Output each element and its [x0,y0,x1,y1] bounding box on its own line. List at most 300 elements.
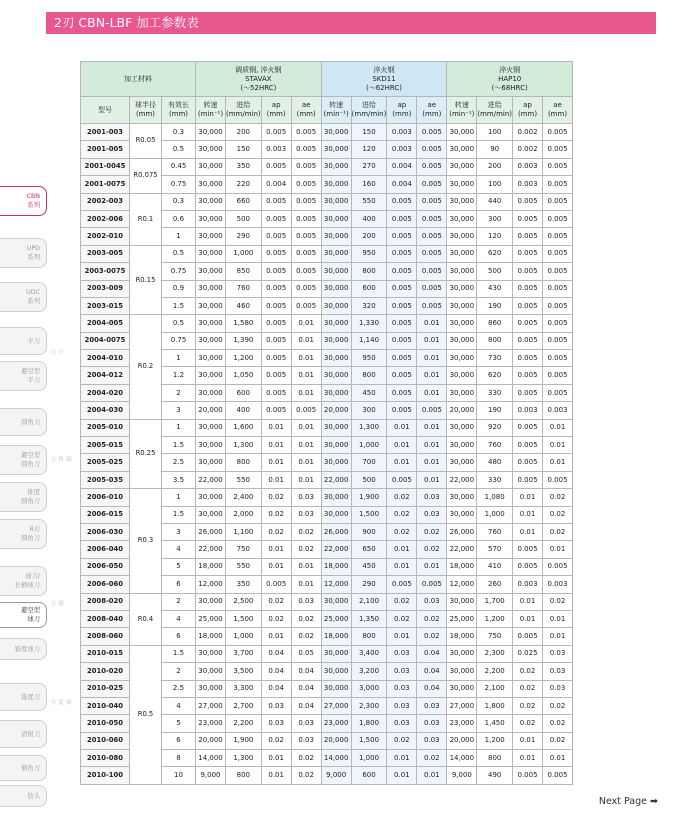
model-cell: 2010-060 [81,732,130,749]
table-cell: 0.003 [543,576,573,593]
table-cell: 26,000 [196,523,226,540]
table-cell: 0.02 [417,628,447,645]
sidebar-item[interactable]: 球刀/ 长柄球刀 [0,566,47,596]
table-cell: 0.01 [261,750,291,767]
table-cell: 0.005 [417,280,447,297]
sidebar-item[interactable]: 平刀 [0,327,47,355]
sidebar-item[interactable]: 锥度 圆角刀 [0,482,47,512]
table-cell: 0.005 [543,558,573,575]
model-cell: 2001-005 [81,141,130,158]
table-cell: 1.2 [162,367,196,384]
table-cell: 150 [351,124,387,141]
table-cell: 2,400 [226,489,262,506]
table-cell: 30,000 [321,332,351,349]
table-cell: 30,000 [447,419,477,436]
table-cell: 500 [351,471,387,488]
table-cell: 0.01 [417,367,447,384]
table-cell: 0.02 [513,680,543,697]
table-cell: 30,000 [321,384,351,401]
table-cell: 0.01 [387,454,417,471]
table-row [81,158,573,175]
table-cell: 0.005 [513,350,543,367]
table-cell: 0.005 [387,402,417,419]
table-cell: 0.01 [513,610,543,627]
table-cell: 0.01 [387,419,417,436]
table-cell: 0.025 [513,645,543,662]
table-cell: 0.003 [513,158,543,175]
table-cell: 30,000 [321,315,351,332]
table-cell: 30,000 [196,332,226,349]
table-cell: 30,000 [321,263,351,280]
table-cell: 22,000 [321,541,351,558]
table-cell: 9,000 [196,767,226,784]
table-cell: 400 [226,402,262,419]
table-cell: 30,000 [321,210,351,227]
param-header: 转速 (min⁻¹) [196,97,226,124]
table-cell: 0.01 [543,454,573,471]
table-cell: 0.02 [543,697,573,714]
table-cell: 950 [351,350,387,367]
table-cell: 1,000 [477,506,513,523]
table-cell: 90 [477,141,513,158]
model-cell: 2008-060 [81,628,130,645]
table-cell: 0.01 [387,437,417,454]
table-cell: 0.005 [291,263,321,280]
table-cell: 3,400 [351,645,387,662]
table-cell: 0.005 [291,228,321,245]
table-cell: 0.005 [417,124,447,141]
sidebar-item[interactable]: UDC 系列 [0,282,47,312]
table-cell: 30,000 [196,350,226,367]
table-cell: 0.005 [417,158,447,175]
model-cell: 2010-040 [81,697,130,714]
sidebar-item[interactable]: 避空型 平刀 [0,361,47,391]
table-cell: 20,000 [321,402,351,419]
table-cell: 0.01 [543,419,573,436]
table-cell: 660 [226,193,262,210]
table-cell: 0.005 [261,332,291,349]
table-cell: 0.004 [387,158,417,175]
table-cell: 0.005 [513,384,543,401]
table-cell: 1 [162,228,196,245]
table-cell: 22,000 [447,471,477,488]
table-cell: 550 [351,193,387,210]
table-cell: 1,500 [351,732,387,749]
table-cell: 0.01 [417,419,447,436]
table-cell: 0.003 [513,576,543,593]
table-cell: 920 [477,419,513,436]
page-title-bar [46,12,656,34]
sidebar-item[interactable]: 钻头 [0,785,47,807]
model-cell: 2001-003 [81,124,130,141]
table-cell: 0.005 [543,228,573,245]
table-cell: 1,200 [477,610,513,627]
radius-cell: R0.4 [130,593,162,645]
table-cell: 0.005 [261,367,291,384]
table-cell: 0.01 [513,506,543,523]
table-cell: 1.5 [162,645,196,662]
table-cell: 300 [477,210,513,227]
table-cell: 2.5 [162,454,196,471]
table-cell: 30,000 [447,315,477,332]
table-cell: 0.005 [417,245,447,262]
table-cell: 0.04 [291,663,321,680]
table-cell: 200 [226,124,262,141]
table-cell: 30,000 [447,489,477,506]
table-cell: 30,000 [196,141,226,158]
table-cell: 30,000 [196,367,226,384]
table-cell: 30,000 [447,158,477,175]
table-cell: 0.005 [387,576,417,593]
sidebar-item[interactable]: 倒角刀 [0,755,47,781]
table-row [81,315,573,332]
model-cell: 2002-010 [81,228,130,245]
table-cell: 350 [226,576,262,593]
table-row [81,593,573,610]
table-cell: 0.005 [543,767,573,784]
table-cell: 0.04 [417,663,447,680]
sidebar-tag: 锥度刀 [49,699,71,705]
table-cell: 3.5 [162,471,196,488]
table-cell: 2 [162,593,196,610]
table-cell: 30,000 [321,506,351,523]
table-cell: 290 [351,576,387,593]
table-cell: 12,000 [321,576,351,593]
table-cell: 18,000 [321,558,351,575]
table-cell: 30,000 [321,141,351,158]
table-cell: 0.02 [543,523,573,540]
table-cell: 30,000 [447,263,477,280]
group-header-hap10: 淬火钢 HAP10 (～68HRC) [447,62,573,97]
next-page-link[interactable] [599,796,658,807]
page-title: 2刃 CBN-LBF 加工参数表 [54,15,199,30]
table-cell: 30,000 [196,384,226,401]
radius-cell: R0.05 [130,124,162,159]
table-cell: 30,000 [321,489,351,506]
table-cell: 480 [477,454,513,471]
table-cell: 0.005 [387,297,417,314]
table-cell: 5 [162,558,196,575]
table-cell: 27,000 [447,697,477,714]
table-cell: 30,000 [447,332,477,349]
table-cell: 26,000 [321,523,351,540]
table-cell: 600 [351,767,387,784]
table-cell: 0.005 [513,332,543,349]
table-cell: 440 [477,193,513,210]
table-cell: 0.005 [417,210,447,227]
table-cell: 30,000 [196,193,226,210]
table-cell: 4 [162,697,196,714]
model-cell: 2005-015 [81,437,130,454]
table-cell: 0.005 [543,263,573,280]
table-cell: 20,000 [196,732,226,749]
table-cell: 0.02 [387,610,417,627]
group-header-stavax: 调质钢, 淬火钢 STAVAX (～52HRC) [196,62,322,97]
table-cell: 20,000 [447,732,477,749]
table-cell: 30,000 [196,680,226,697]
sidebar-item[interactable]: 避空型 圆角刀 [0,445,47,475]
table-cell: 1,700 [477,593,513,610]
table-cell: 2,200 [226,715,262,732]
table-cell: 0.01 [261,419,291,436]
table-cell: 0.03 [291,593,321,610]
table-cell: 0.03 [417,732,447,749]
table-cell: 5 [162,715,196,732]
table-cell: 0.02 [513,697,543,714]
table-cell: 27,000 [196,697,226,714]
table-cell: 30,000 [196,280,226,297]
table-cell: 200 [477,158,513,175]
model-cell: 2004-0075 [81,332,130,349]
table-cell: 2,200 [477,663,513,680]
table-cell: 9,000 [321,767,351,784]
table-cell: 0.03 [543,645,573,662]
table-cell: 1,900 [351,489,387,506]
model-cell: 2006-050 [81,558,130,575]
sidebar-item[interactable]: UPD 系列 [0,238,47,268]
radius-cell: R0.1 [130,193,162,245]
table-cell: 0.01 [387,558,417,575]
table-cell: 1,900 [226,732,262,749]
table-cell: 22,000 [196,541,226,558]
table-cell: 950 [351,245,387,262]
model-cell: 2004-020 [81,384,130,401]
table-cell: 0.03 [291,506,321,523]
model-cell: 2004-030 [81,402,130,419]
table-cell: 25,000 [321,610,351,627]
table-cell: 0.005 [291,210,321,227]
table-cell: 800 [477,332,513,349]
table-cell: 410 [477,558,513,575]
table-cell: 0.01 [291,576,321,593]
table-cell: 0.03 [417,489,447,506]
table-cell: 0.02 [417,610,447,627]
table-cell: 700 [351,454,387,471]
table-cell: 600 [226,384,262,401]
table-cell: 0.03 [261,697,291,714]
table-cell: 0.02 [417,750,447,767]
param-header: ap (mm) [261,97,291,124]
table-cell: 0.01 [291,558,321,575]
model-cell: 2005-025 [81,454,130,471]
param-header: 进给 (mm/min) [477,97,513,124]
table-cell: 2 [162,663,196,680]
table-cell: 1 [162,350,196,367]
table-cell: 30,000 [447,663,477,680]
table-cell: 0.005 [513,297,543,314]
table-cell: 4 [162,610,196,627]
table-cell: 25,000 [447,610,477,627]
table-cell: 0.01 [417,384,447,401]
table-cell: 0.02 [261,593,291,610]
model-cell: 2003-009 [81,280,130,297]
table-cell: 0.005 [261,193,291,210]
table-row [81,489,573,506]
param-header: ap (mm) [513,97,543,124]
sidebar-item[interactable]: R刃 圆角刀 [0,519,47,549]
table-cell: 0.005 [261,124,291,141]
table-cell: 23,000 [196,715,226,732]
table-cell: 0.003 [387,124,417,141]
table-cell: 500 [477,263,513,280]
table-cell: 0.04 [417,680,447,697]
table-cell: 0.005 [513,471,543,488]
table-cell: 1,500 [226,610,262,627]
table-cell: 0.005 [387,228,417,245]
table-cell: 120 [477,228,513,245]
table-cell: 3,200 [351,663,387,680]
table-cell: 0.005 [291,402,321,419]
table-cell: 0.005 [387,350,417,367]
table-cell: 30,000 [321,350,351,367]
table-cell: 0.02 [387,593,417,610]
table-cell: 760 [226,280,262,297]
table-cell: 0.005 [291,141,321,158]
table-cell: 0.01 [417,454,447,471]
table-cell: 18,000 [447,558,477,575]
table-cell: 0.003 [543,402,573,419]
table-cell: 0.005 [543,193,573,210]
table-cell: 30,000 [196,297,226,314]
table-cell: 0.005 [387,210,417,227]
model-cell: 2006-010 [81,489,130,506]
table-cell: 0.01 [261,437,291,454]
material-header: 加工材料 [81,62,196,97]
table-cell: 0.02 [261,489,291,506]
table-cell: 2 [162,384,196,401]
table-cell: 0.01 [261,471,291,488]
table-cell: 190 [477,402,513,419]
sidebar-item[interactable]: CBN 系列 [0,186,47,216]
table-row [81,124,573,141]
table-cell: 0.005 [387,245,417,262]
table-cell: 0.02 [543,506,573,523]
table-cell: 0.005 [261,350,291,367]
table-cell: 730 [477,350,513,367]
table-cell: 460 [226,297,262,314]
model-cell: 2010-025 [81,680,130,697]
table-cell: 0.004 [387,176,417,193]
table-cell: 200 [351,228,387,245]
table-cell: 500 [226,210,262,227]
table-cell: 220 [226,176,262,193]
table-cell: 4 [162,541,196,558]
table-cell: 0.03 [291,732,321,749]
model-cell: 2003-0075 [81,263,130,280]
table-cell: 0.01 [387,541,417,558]
table-cell: 0.03 [417,715,447,732]
radius-cell: R0.25 [130,419,162,489]
table-cell: 0.02 [513,663,543,680]
table-cell: 0.005 [261,576,291,593]
table-cell: 2,000 [226,506,262,523]
table-cell: 290 [226,228,262,245]
model-cell: 2004-010 [81,350,130,367]
table-cell: 1,800 [477,697,513,714]
table-cell: 30,000 [321,245,351,262]
table-cell: 1,330 [351,315,387,332]
table-cell: 860 [477,315,513,332]
sidebar-item[interactable]: 圆角刀 [0,408,47,436]
table-row [81,245,573,262]
table-cell: 27,000 [321,697,351,714]
table-cell: 0.02 [417,523,447,540]
table-cell: 30,000 [196,315,226,332]
table-cell: 0.005 [261,263,291,280]
sidebar-item[interactable]: 清根刀 [0,720,47,748]
table-cell: 30,000 [196,506,226,523]
table-cell: 0.005 [387,263,417,280]
table-cell: 1,200 [226,350,262,367]
table-cell: 0.003 [513,402,543,419]
table-cell: 0.01 [387,750,417,767]
param-header: ae (mm) [543,97,573,124]
table-cell: 350 [226,158,262,175]
table-cell: 0.01 [543,610,573,627]
table-cell: 30,000 [447,593,477,610]
table-cell: 0.3 [162,124,196,141]
table-cell: 20,000 [196,402,226,419]
table-cell: 1,300 [351,419,387,436]
table-cell: 6 [162,732,196,749]
table-cell: 0.01 [513,489,543,506]
table-cell: 0.005 [513,245,543,262]
table-cell: 0.01 [291,332,321,349]
sidebar-item[interactable]: 避空型 球刀 [0,602,47,628]
table-cell: 0.04 [261,645,291,662]
table-cell: 0.005 [543,176,573,193]
table-cell: 0.002 [513,141,543,158]
table-cell: 0.01 [543,541,573,558]
table-cell: 22,000 [196,471,226,488]
table-cell: 900 [351,523,387,540]
table-cell: 30,000 [321,297,351,314]
table-cell: 1,600 [226,419,262,436]
table-cell: 3,700 [226,645,262,662]
column-header: 球半径 (mm) [130,97,162,124]
table-cell: 0.01 [543,750,573,767]
table-cell: 0.005 [513,263,543,280]
table-cell: 30,000 [196,437,226,454]
table-cell: 30,000 [321,176,351,193]
table-cell: 0.04 [261,680,291,697]
table-cell: 0.005 [261,280,291,297]
table-cell: 0.01 [513,593,543,610]
table-cell: 30,000 [321,419,351,436]
table-cell: 0.6 [162,210,196,227]
table-cell: 18,000 [321,628,351,645]
table-cell: 1.5 [162,297,196,314]
table-cell: 270 [351,158,387,175]
model-cell: 2008-040 [81,610,130,627]
table-cell: 30,000 [447,645,477,662]
sidebar-tag: 圆角刀 [49,456,71,462]
table-cell: 100 [477,176,513,193]
table-cell: 20,000 [447,402,477,419]
table-cell: 0.01 [417,315,447,332]
table-cell: 3,500 [226,663,262,680]
table-cell: 2,700 [226,697,262,714]
table-cell: 0.005 [261,402,291,419]
table-cell: 1,580 [226,315,262,332]
sidebar-item[interactable]: 锥度刀 [0,683,47,711]
model-cell: 2006-015 [81,506,130,523]
table-cell: 0.01 [261,767,291,784]
table-cell: 30,000 [321,193,351,210]
model-cell: 2010-050 [81,715,130,732]
table-cell: 30,000 [447,193,477,210]
sidebar-item[interactable]: 锥度球刀 [0,638,47,660]
